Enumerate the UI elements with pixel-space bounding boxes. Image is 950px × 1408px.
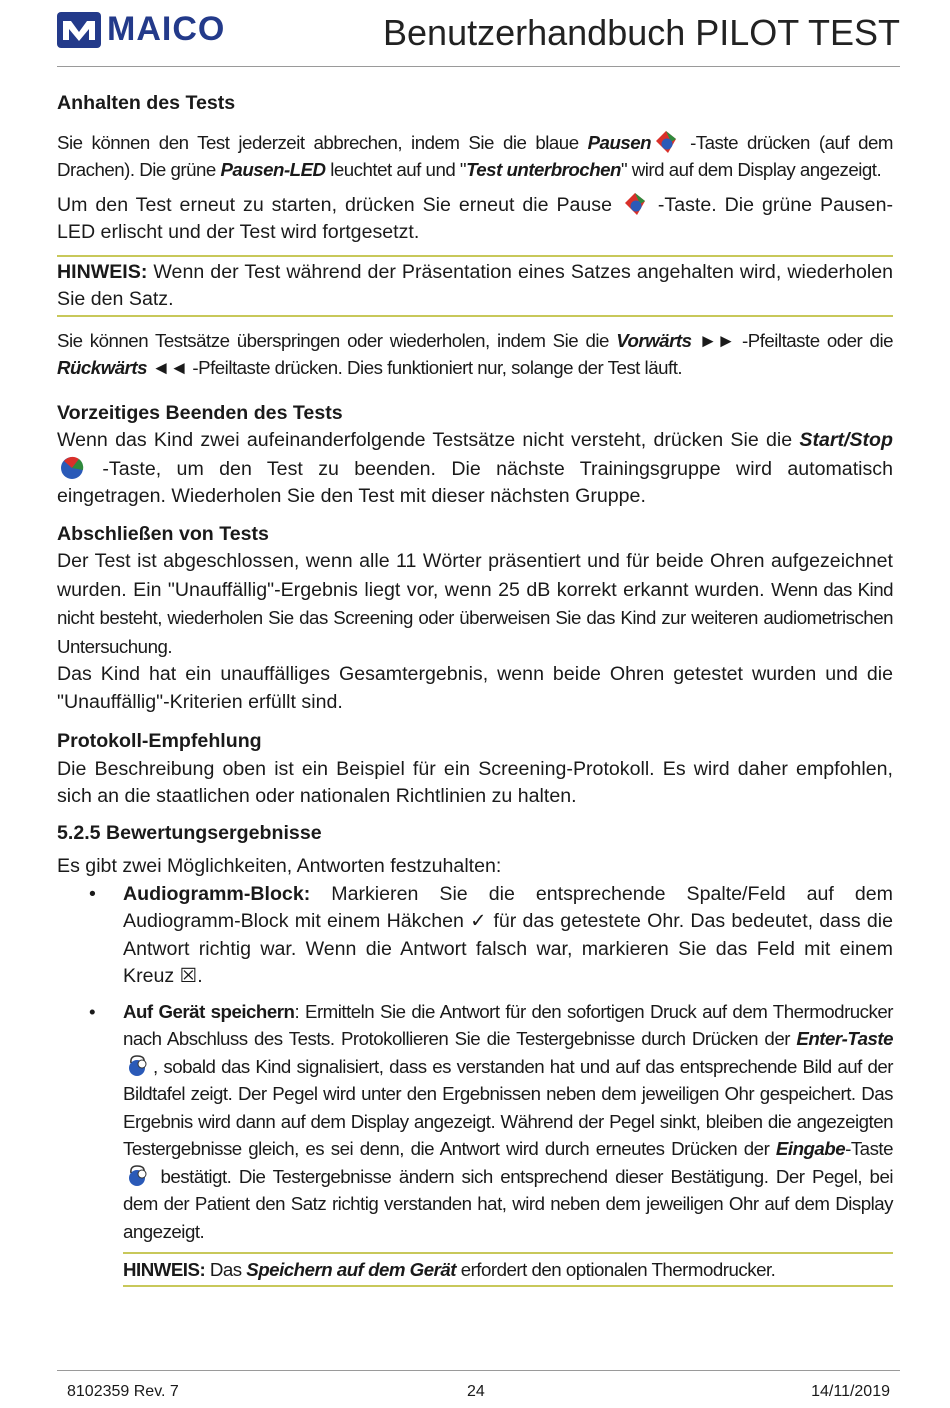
note-box-thermal-printer: HINWEIS: Das Speichern auf dem Gerät erfordert den optionalen Thermodrucker. [123,1252,893,1287]
paragraph-overall-result: Das Kind hat ein unauffälliges Gesamtergebnis, wenn beide Ohren getestet wurden und die "Unauffällig"-Kriterien erfüllt sind. [57,663,893,713]
pause-term: Pausen [587,131,652,153]
start-stop-key-icon [59,455,85,481]
paragraph-intro: Es gibt zwei Möglichkeiten, Antworten festzuhalten: [57,855,502,877]
paragraph-resume: Um den Test erneut zu starten, drücken Sie erneut die Pause -Taste. Die grüne Pausen-LED erlischt und der Test wird fortgesetzt. [57,191,893,247]
document-date: 14/11/2019 [811,1383,890,1400]
heading-complete: Abschließen von Tests [57,522,269,545]
heading-protocol: Protokoll-Empfehlung [57,730,262,752]
heading-pause-test: Anhalten des Tests [57,92,236,114]
pause-key-icon [622,191,648,217]
page-number: 24 [467,1383,485,1400]
bullet: • [89,1000,96,1022]
result-methods-list [57,881,893,1246]
list-item-save-device: • Auf Gerät speichern: Ermitteln Sie die Antwort für den sofortigen Druck auf dem Thermodrucker nach Abschluss des Tests. Protokollieren Sie die Testergebnisse durch Drücken der Enter-Taste, sobald das Kind signalisiert, dass es verstanden hat und auf das entsprechende Bild auf der Bildtafel zeigt. Der Pegel wird unter den Ergebnissen neben dem jeweiligen Ohr gespeichert. Das Ergebnis wird dann auf dem Display angezeigt. Während der Pegel sinkt, bleiben die angezeigten Testergebnisse gleich, es sei denn, die Antwort wird durch erneutes Drücken der Eingabe-Taste bestätigt. Die Testergebnisse ändern sich entsprechend dieser Bestätigung. Der Pegel, bei dem der Patient den Satz richtig verstanden hat, wird neben dem jeweiligen Ohr auf dem Display angezeigt. [57,998,893,1246]
paragraph-skip: Sie können Testsätze überspringen oder wiederholen, indem Sie die Vorwärts ►► -Pfeiltaste oder die Rückwärts ◄◄ -Pfeiltaste drücken. Dies funktioniert nur, solange der Test läuft. [57,329,893,378]
maico-logo [57,10,225,49]
document-title: Benutzerhandbuch PILOT TEST [383,12,900,53]
heading-early-stop: Vorzeitiges Beenden des Tests [57,401,343,424]
note-box-repeat: HINWEIS: Wenn der Test während der Präsentation eines Satzes angehalten wird, wiederholen Sie den Satz. [57,255,893,317]
page-content [57,90,893,1287]
logo-wordmark: MAICO [107,10,226,48]
list-item-audiogram: • Audiogramm-Block: Markieren Sie die entsprechende Spalte/Feld auf dem Audiogramm-Block mit einem Häkchen ✓ für das getestete Ohr. Das bedeutet, dass die Antwort richtig war. Wenn die Antwort falsch war, markieren Sie das Feld mit einem Kreuz ☒. [89,882,893,987]
paragraph-protocol: Die Beschreibung oben ist ein Beispiel für ein Screening-Protokoll. Es wird daher empfohlen, sich an die staatlichen oder nationalen Richtlinien zu halten. [57,757,893,807]
page-footer [57,1370,900,1400]
document-revision: 8102359 Rev. 7 [67,1383,179,1400]
heading-section-5-2-5: 5.2.5 Bewertungsergebnisse [57,821,322,844]
enter-key-icon [125,1163,151,1189]
paragraph-complete: Der Test ist abgeschlossen, wenn alle 11 Wörter präsentiert und für beide Ohren aufgezeichnet wurden. Ein "Unauffällig"-Ergebnis liegt vor, wenn 25 dB korrekt erkannt wurden. Wenn das Kind nicht besteht, wiederholen Sie das Screening oder überweisen Sie das Kind zur weiteren audiometrischen Untersuchung. [57,550,893,657]
page-header [57,6,900,67]
bullet: • [89,882,96,905]
paragraph-pause: Sie können den Test jederzeit abbrechen, indem Sie die blaue Pausen -Taste drücken (auf dem Drachen). Die grüne Pausen-LED leuchtet auf und "Test unterbrochen" wird auf dem Display angezeigt. [57,129,893,184]
pause-key-icon [653,129,679,155]
paragraph-early-stop: Wenn das Kind zwei aufeinanderfolgende Testsätze nicht versteht, drücken Sie die Start/Stop -Taste, um den Test zu beenden. Die nächste Trainingsgruppe wird automatisch eingetragen. Wiederholen Sie den Test mit dieser nächsten Gruppe. [57,429,893,507]
maico-logo-icon [57,12,101,48]
enter-key-icon [125,1053,151,1079]
